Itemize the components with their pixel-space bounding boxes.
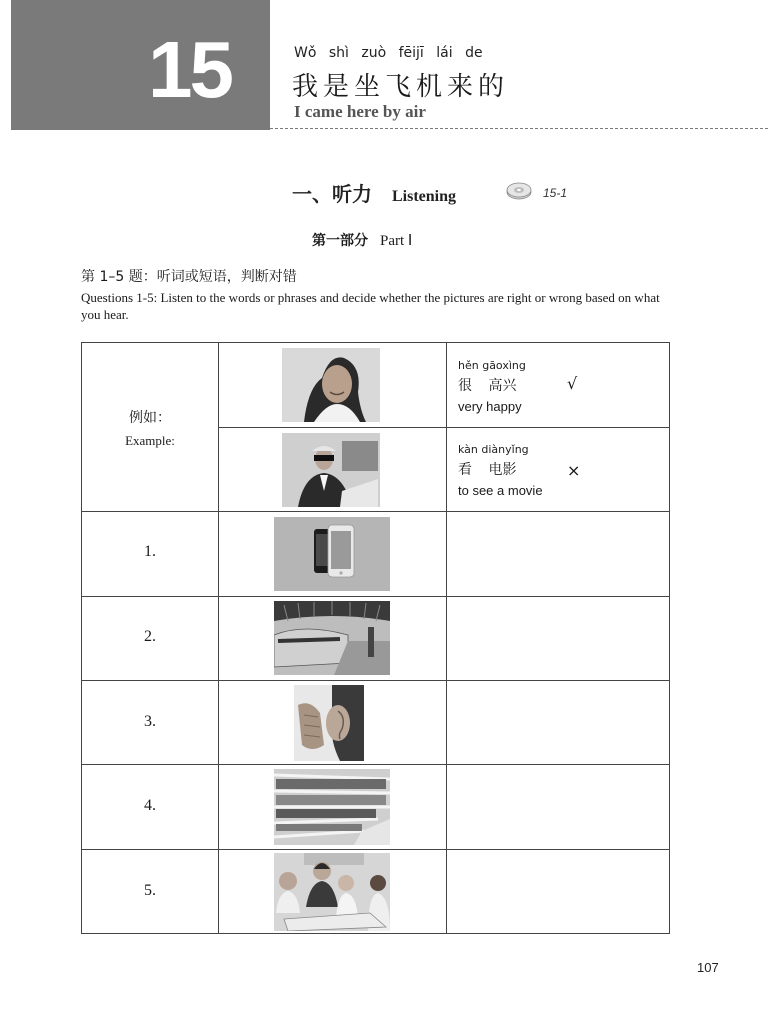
- example-1-pinyin: hěn gāoxìng: [458, 359, 526, 372]
- question-2-picture-train: [274, 601, 390, 675]
- part-title-chinese: 第一部分: [312, 233, 368, 249]
- table-row-divider: [82, 596, 669, 597]
- question-4-label: 4.: [144, 797, 156, 814]
- example-label-english: Example:: [125, 433, 175, 448]
- table-column-divider: [218, 343, 219, 933]
- example-word-1: [458, 359, 526, 414]
- table-row-divider: [82, 764, 669, 765]
- example-picture-movie-man: [282, 433, 380, 507]
- lesson-title-chinese: 我是坐飞机来的: [292, 72, 510, 102]
- table-row-divider: [218, 427, 669, 428]
- part-title: [312, 230, 412, 250]
- example-2-mark: ×: [567, 461, 581, 480]
- part-title-english: Part Ⅰ: [380, 233, 413, 249]
- example-2-hanzi: 看 电影: [458, 462, 517, 478]
- question-3-label: 3.: [144, 713, 156, 730]
- question-1-label: 1.: [144, 543, 156, 560]
- lesson-number: 15: [148, 25, 231, 114]
- cd-icon[interactable]: [506, 182, 532, 200]
- question-4-picture-store-shelves: [274, 769, 390, 845]
- audio-track-number: 15-1: [543, 186, 568, 200]
- example-1-hanzi: 很 高兴: [458, 378, 517, 394]
- lesson-title-english: I came here by air: [294, 102, 426, 121]
- example-1-gloss: very happy: [458, 399, 522, 414]
- example-2-gloss: to see a movie: [458, 483, 543, 498]
- lesson-header-block: [11, 0, 270, 130]
- example-2-pinyin: kàn diànyǐng: [458, 443, 529, 456]
- example-label-chinese: 例如：: [129, 410, 171, 426]
- example-picture-happy-girl: [282, 348, 380, 422]
- question-5-label: 5.: [144, 882, 156, 899]
- question-5-picture-classroom: [274, 853, 390, 931]
- question-3-picture-ear: [294, 685, 364, 761]
- instructions-english: Questions 1-5: Listen to the words or phrases and decide whether the pictures are right or wrong based on what you hear.: [81, 290, 660, 322]
- section-title: [292, 178, 456, 207]
- example-word-2: [458, 443, 543, 498]
- instructions-chinese: 第 1–5 题：听词或短语，判断对错: [81, 269, 297, 285]
- header-divider: [270, 128, 768, 129]
- table-column-divider: [446, 343, 447, 933]
- section-title-english: Listening: [392, 188, 457, 205]
- table-row-divider: [82, 680, 669, 681]
- question-1-picture-phones: [274, 517, 390, 591]
- table-row-divider: [82, 511, 669, 512]
- example-1-mark: √: [567, 374, 578, 393]
- lesson-title-pinyin: Wǒ shì zuò fēijī lái de: [294, 45, 483, 61]
- exercise-table: [81, 342, 670, 934]
- section-title-chinese: 一、听力: [292, 182, 372, 206]
- example-label: [82, 407, 218, 449]
- question-2-label: 2.: [144, 628, 156, 645]
- table-row-divider: [82, 849, 669, 850]
- page-number: 107: [697, 960, 719, 975]
